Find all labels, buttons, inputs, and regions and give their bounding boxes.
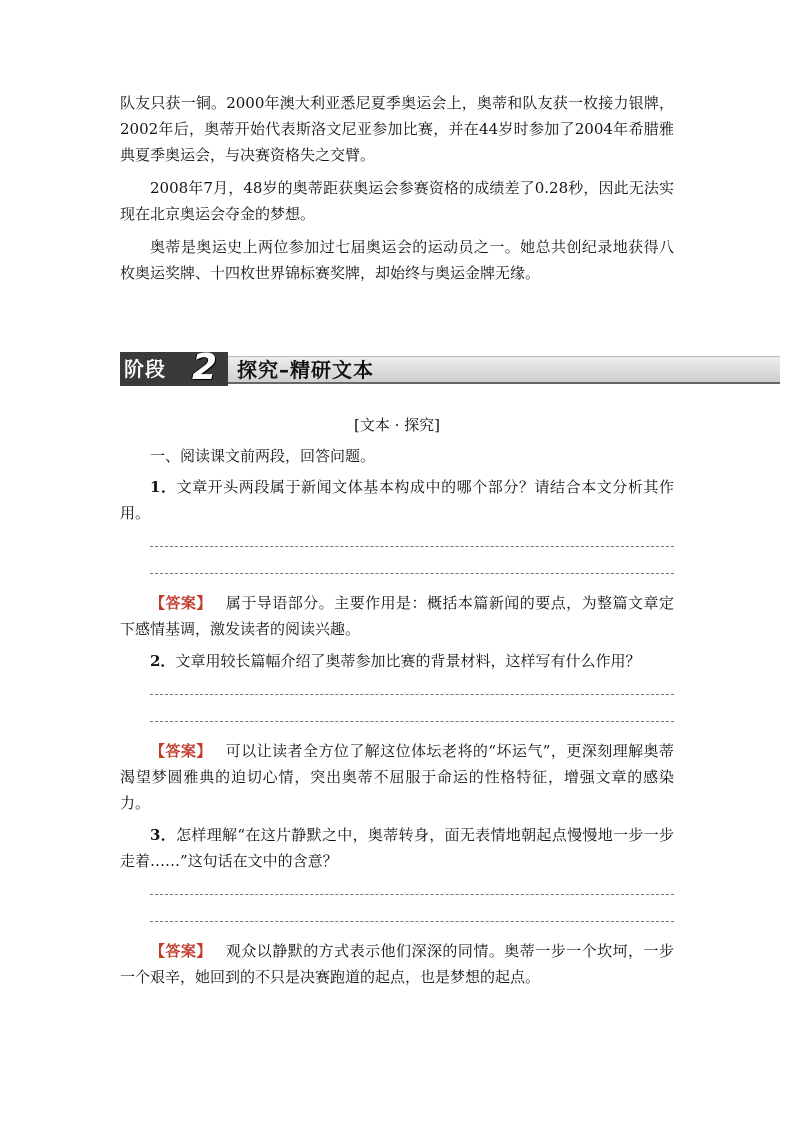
section-heading: 一、阅读课文前两段，回答问题。 [150,447,376,465]
question-text: 文章开头两段属于新闻文体基本构成中的哪个部分？请结合本文分析其作用。 [120,478,674,522]
answer-line [150,894,674,895]
question-3 [120,822,674,874]
answer-text: 属于导语部分。主要作用是：概括本篇新闻的要点，为整篇文章定下感情基调，激发读者的阅读兴趣。 [120,594,674,638]
question-number: 1． [150,478,177,496]
answer-label: 【答案】 [150,742,212,760]
banner-title: 探究–精研文本 [237,358,374,382]
intro-paragraph-1: 队友只获一铜。2000年澳大利亚悉尼夏季奥运会上，奥蒂和队友获一枚接力银牌，2002年后，奥蒂开始代表斯洛文尼亚参加比赛，并在44岁时参加了2004年希腊雅典夏季奥运会，与决赛资格失之交臂。 [120,94,674,164]
section-title: [文本 · 探究] [353,416,440,434]
answer-line [150,694,674,695]
intro-paragraph-3: 奥蒂是奥运史上两位参加过七届奥运会的运动员之一。她总共创纪录地获得八枚奥运奖牌、十四枚世界锦标赛奖牌，却始终与奥运金牌无缘。 [120,238,674,282]
question-block-1 [120,474,674,642]
answer-line [150,546,674,547]
question-block-2 [120,648,674,816]
question-text: 文章用较长篇幅介绍了奥蒂参加比赛的背景材料，这样写有什么作用？ [175,652,641,670]
banner-number: 2 [192,347,218,388]
intro-text [120,90,674,293]
banner-tag: 阶段 [120,352,228,386]
stage-banner [120,347,780,388]
answer-3 [120,938,674,990]
answer-line [150,921,674,922]
question-block-3 [120,822,674,990]
answer-line [150,721,674,722]
answer-2 [120,738,674,816]
answer-label: 【答案】 [150,942,212,960]
intro-paragraph-2: 2008年7月，48岁的奥蒂距获奥运会参赛资格的成绩差了0.28秒，因此无法实现在北京奥运会夺金的梦想。 [120,179,674,223]
answer-text: 观众以静默的方式表示他们深深的同情。奥蒂一步一个坎坷，一步一个艰辛，她回到的不只是决赛跑道的起点，也是梦想的起点。 [120,942,674,986]
question-number: 3． [150,826,177,844]
inquiry-section [120,412,674,996]
answer-line [150,573,674,574]
question-number: 2． [150,652,176,670]
answer-label: 【答案】 [150,594,212,612]
question-text: 怎样理解“在这片静默之中，奥蒂转身，面无表情地朝起点慢慢地一步一步走着……”这句话在文中的含意？ [120,826,674,870]
question-1 [120,474,674,526]
answer-text: 可以让读者全方位了解这位体坛老将的“坏运气”，更深刻理解奥蒂渴望梦圆雅典的迫切心情，突出奥蒂不屈服于命运的性格特征，增强文章的感染力。 [120,742,674,812]
question-2 [120,648,674,674]
answer-1 [120,590,674,642]
